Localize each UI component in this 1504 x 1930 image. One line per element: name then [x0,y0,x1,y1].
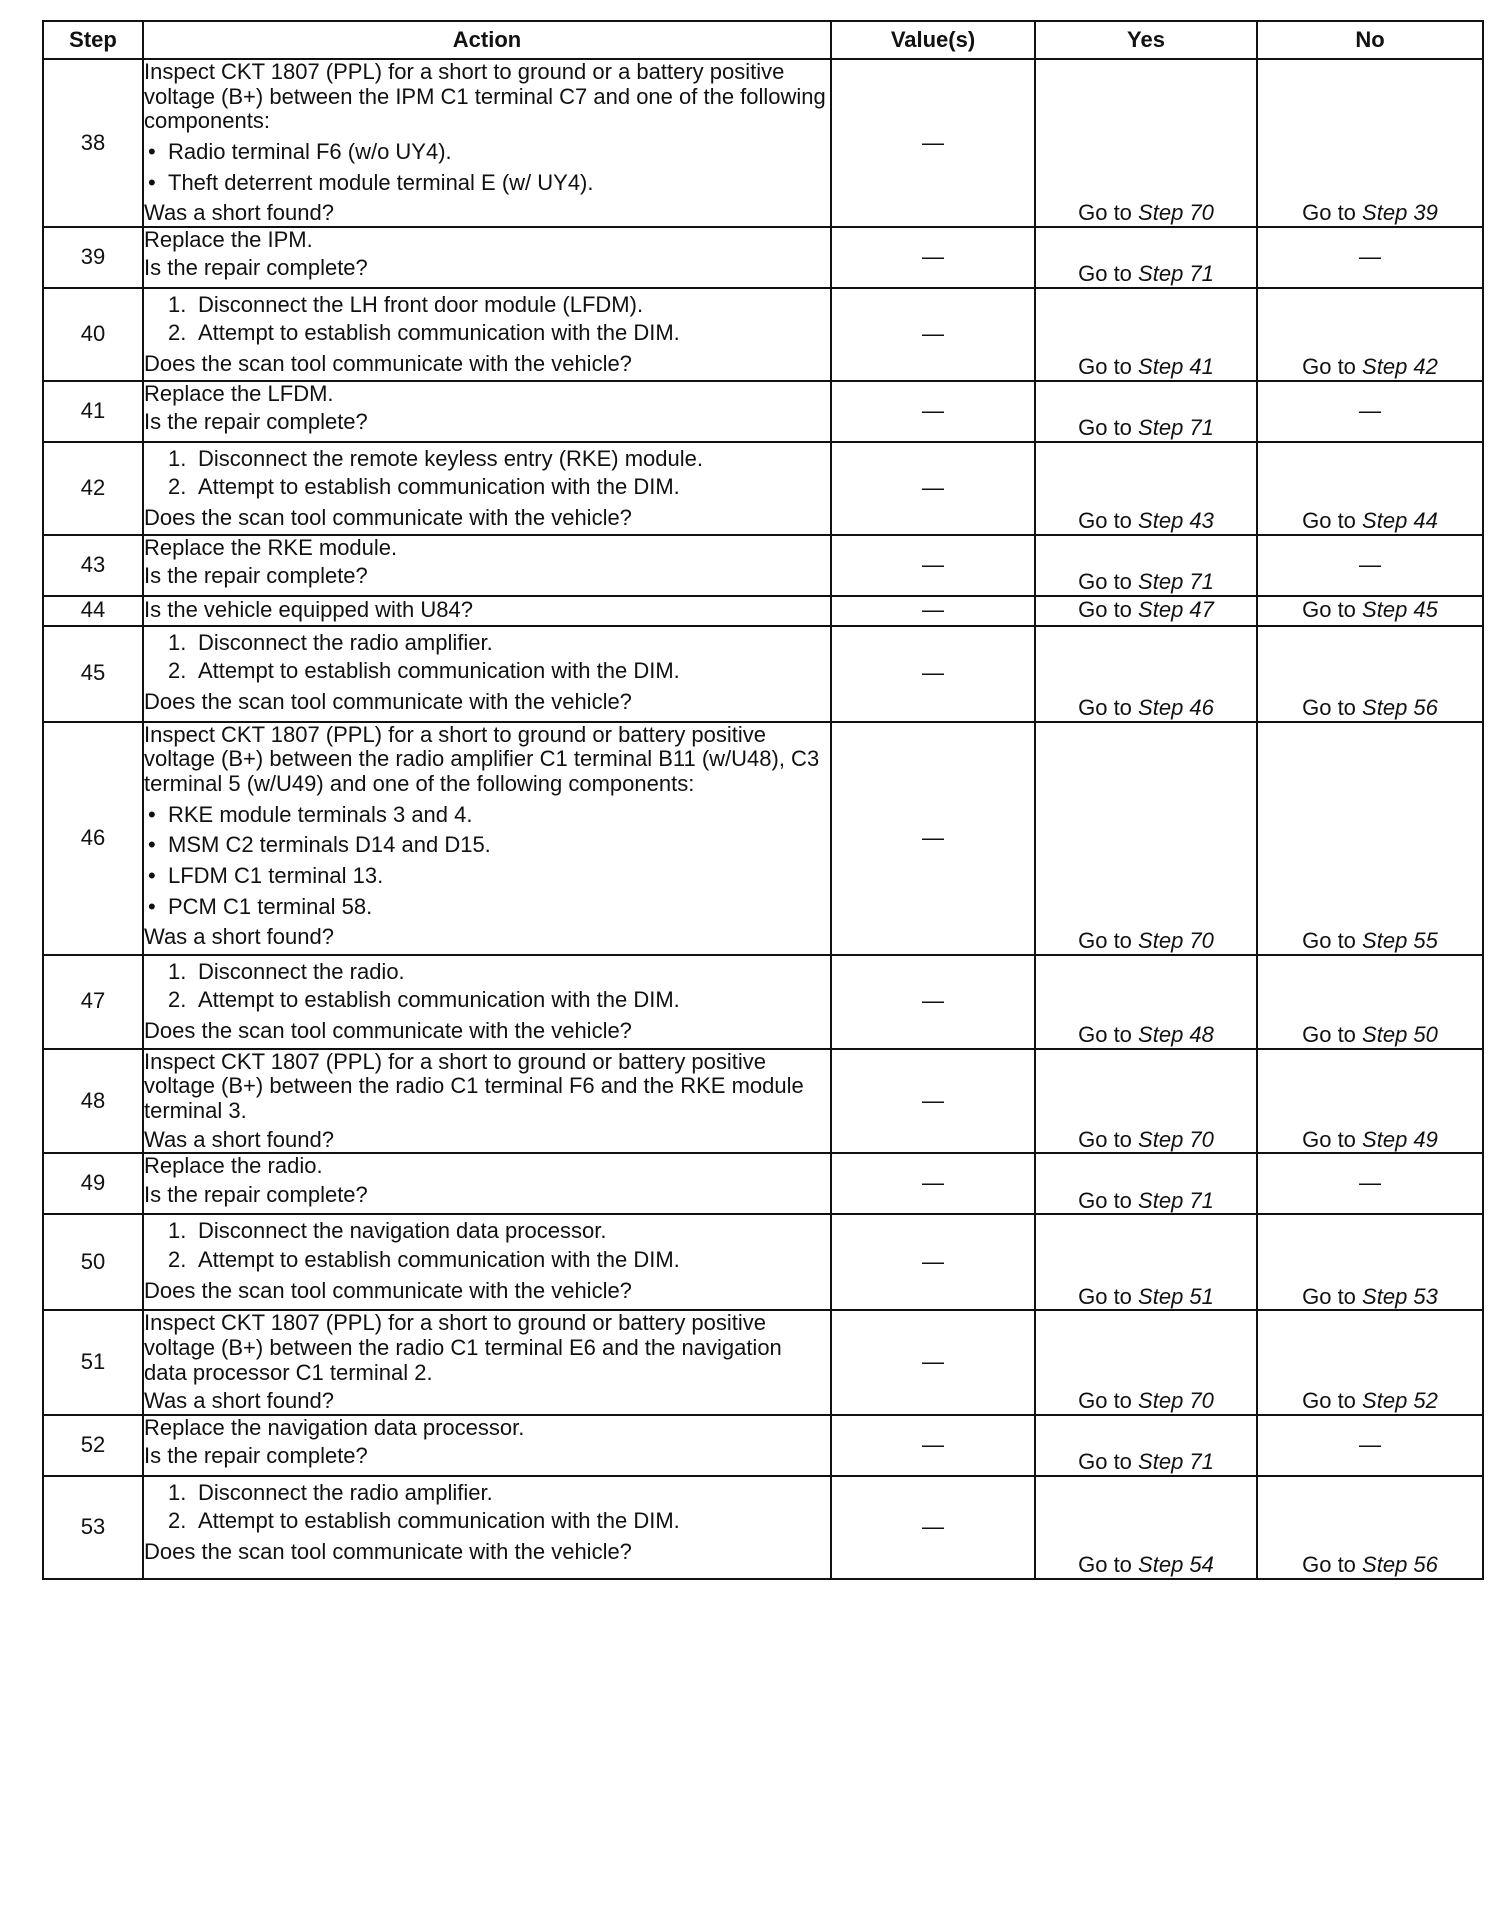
table-row [43,1476,1483,1579]
goto-link [1078,1188,1214,1213]
goto-link [1078,508,1214,533]
value-cell: — [831,1310,1035,1415]
yes-cell [1035,1214,1257,1310]
step-number: 44 [43,596,143,626]
goto-target: Step 45 [1362,597,1438,623]
step-index: 1. [168,291,187,317]
table-row [43,535,1483,596]
goto-target: Step 56 [1362,1552,1438,1578]
step-index: 2. [168,474,187,500]
goto-target: Step 70 [1138,1388,1214,1414]
action-cell [143,1310,831,1415]
action-question: Was a short found? [144,1388,334,1414]
action-question: Does the scan tool communicate with the vehicle? [144,1277,632,1303]
yes-cell [1035,626,1257,722]
no-cell-empty [1257,1153,1483,1214]
goto-target: Step 71 [1138,1449,1214,1475]
table-row [43,1415,1483,1476]
no-cell-empty [1257,1415,1483,1476]
goto-target: Step 70 [1138,200,1214,226]
numbered-step-text: Disconnect the LH front door module (LFDM). [198,291,644,317]
yes-cell [1035,227,1257,288]
action-paragraph: Replace the IPM. [144,226,313,252]
no-cell [1257,59,1483,227]
numbered-step [144,1248,830,1273]
action-cell [143,442,831,535]
step-index: 2. [168,1246,187,1272]
action-question: Does the scan tool communicate with the vehicle? [144,689,632,714]
step-number: 42 [43,442,143,535]
table-header-row [43,21,1483,59]
table-row [43,626,1483,722]
bullet-item: • RKE module terminals 3 and 4. [144,803,830,828]
bullet-item: • MSM C2 terminals D14 and D15. [144,833,830,858]
yes-cell [1035,1310,1257,1415]
table-row [43,1153,1483,1214]
action-cell [143,596,831,626]
goto-target: Step 43 [1138,508,1214,534]
value-cell: — [831,1153,1035,1214]
yes-cell [1035,59,1257,227]
no-cell [1257,442,1483,535]
no-cell [1257,288,1483,381]
goto-prefix: Go to [1078,1283,1132,1309]
no-cell [1257,626,1483,722]
goto-link [1078,695,1214,720]
step-number: 41 [43,381,143,442]
goto-prefix: Go to [1302,354,1356,380]
step-number: 45 [43,626,143,722]
goto-link [1302,354,1438,379]
goto-target: Step 71 [1138,1187,1214,1213]
value-cell: — [831,381,1035,442]
goto-link [1078,1022,1214,1047]
goto-prefix: Go to [1302,1022,1356,1048]
action-paragraph: Replace the navigation data processor. [144,1414,525,1440]
step-number: 39 [43,227,143,288]
value-cell: — [831,1049,1035,1154]
table-row [43,1214,1483,1310]
action-question: Is the repair complete? [144,1181,368,1207]
goto-link [1078,569,1214,594]
goto-target: Step 46 [1138,695,1214,721]
action-cell [143,288,831,381]
action-question: Was a short found? [144,200,334,226]
goto-target: Step 53 [1362,1283,1438,1309]
step-number: 53 [43,1476,143,1579]
numbered-step [144,321,830,346]
goto-link [1078,415,1214,440]
value-cell: — [831,1214,1035,1310]
numbered-step [144,1509,830,1534]
goto-link [1078,200,1214,225]
yes-cell [1035,1049,1257,1154]
no-cell-empty [1257,535,1483,596]
value-cell: — [831,59,1035,227]
goto-prefix: Go to [1078,1449,1132,1475]
goto-link [1078,1284,1214,1309]
step-number: 47 [43,955,143,1049]
dash-value: — [1359,1170,1381,1196]
action-question: Is the repair complete? [144,563,368,589]
table-row [43,442,1483,535]
goto-link [1078,1449,1214,1474]
no-cell [1257,596,1483,626]
numbered-step-text: Attempt to establish communication with the DIM. [198,987,680,1013]
goto-prefix: Go to [1078,1552,1132,1578]
goto-target: Step 51 [1138,1283,1214,1309]
goto-prefix: Go to [1078,1022,1132,1048]
goto-prefix: Go to [1078,1187,1132,1213]
action-paragraph: Replace the radio. [144,1153,323,1179]
numbered-step-text: Attempt to establish communication with the DIM. [198,320,680,346]
goto-link [1078,928,1214,953]
header-action: Action [143,21,831,59]
step-index: 1. [168,445,187,471]
goto-prefix: Go to [1302,928,1356,954]
yes-cell [1035,1476,1257,1579]
action-cell [143,227,831,288]
dash-value: — [1359,551,1381,577]
numbered-step [144,1219,830,1244]
goto-prefix: Go to [1078,354,1132,380]
yes-cell [1035,381,1257,442]
step-index: 2. [168,320,187,346]
header-values: Value(s) [831,21,1035,59]
goto-target: Step 52 [1362,1388,1438,1414]
goto-target: Step 47 [1138,597,1214,623]
action-cell [143,1214,831,1310]
step-number: 43 [43,535,143,596]
numbered-step-text: Disconnect the radio. [198,958,405,984]
numbered-step-text: Attempt to establish communication with the DIM. [198,1246,680,1272]
goto-link [1078,261,1214,286]
goto-target: Step 42 [1362,354,1438,380]
yes-cell [1035,955,1257,1049]
yes-cell [1035,288,1257,381]
value-cell: — [831,626,1035,722]
goto-target: Step 41 [1138,354,1214,380]
step-index: 1. [168,1479,187,1505]
goto-target: Step 70 [1138,1126,1214,1152]
goto-target: Step 48 [1138,1022,1214,1048]
action-question: Was a short found? [144,1126,334,1152]
goto-prefix: Go to [1078,1126,1132,1152]
numbered-step [144,293,830,318]
bullet-item: • LFDM C1 terminal 13. [144,864,830,889]
header-no: No [1257,21,1483,59]
value-cell: — [831,442,1035,535]
bullet-item: • Theft deterrent module terminal E (w/ UY4). [144,171,830,196]
dash-value: — [1359,397,1381,423]
step-number: 50 [43,1214,143,1310]
action-question: Was a short found? [144,924,334,950]
step-index: 2. [168,1508,187,1534]
table-row [43,59,1483,227]
step-index: 1. [168,629,187,655]
goto-prefix: Go to [1078,508,1132,534]
table-row [43,381,1483,442]
action-question: Does the scan tool communicate with the vehicle? [144,505,632,530]
numbered-step [144,631,830,656]
yes-cell [1035,1415,1257,1476]
bullet-item: • Radio terminal F6 (w/o UY4). [144,140,830,165]
no-cell [1257,722,1483,955]
action-question: Is the repair complete? [144,255,368,281]
goto-target: Step 70 [1138,928,1214,954]
action-cell [143,722,831,955]
no-cell [1257,1049,1483,1154]
table-row [43,722,1483,955]
step-index: 1. [168,958,187,984]
goto-prefix: Go to [1078,1388,1132,1414]
numbered-step-text: Disconnect the radio amplifier. [198,629,493,655]
goto-prefix: Go to [1302,695,1356,721]
step-number: 52 [43,1415,143,1476]
value-cell: — [831,955,1035,1049]
goto-link [1302,928,1438,953]
table-row [43,227,1483,288]
step-number: 48 [43,1049,143,1154]
numbered-step-text: Disconnect the navigation data processor. [198,1218,607,1244]
action-paragraph: Replace the RKE module. [144,534,398,560]
goto-prefix: Go to [1078,928,1132,954]
step-index: 1. [168,1218,187,1244]
numbered-step [144,960,830,985]
step-index: 2. [168,987,187,1013]
goto-prefix: Go to [1302,1388,1356,1414]
no-cell [1257,1310,1483,1415]
action-paragraph: Inspect CKT 1807 (PPL) for a short to ground or a battery positive voltage (B+) between the IPM C1 terminal C7 and one of the following components: [144,59,826,134]
action-cell [143,1476,831,1579]
step-number: 38 [43,59,143,227]
value-cell: — [831,227,1035,288]
yes-cell [1035,442,1257,535]
goto-link [1078,354,1214,379]
goto-target: Step 39 [1362,200,1438,226]
numbered-step-text: Attempt to establish communication with the DIM. [198,474,680,500]
no-cell [1257,1476,1483,1579]
value-cell: — [831,288,1035,381]
action-paragraph: Inspect CKT 1807 (PPL) for a short to ground or battery positive voltage (B+) between the radio C1 terminal F6 and the RKE module terminal 3. [144,1048,804,1123]
action-paragraph: Inspect CKT 1807 (PPL) for a short to ground or battery positive voltage (B+) between the radio C1 terminal E6 and the navigation data processor C1 terminal 2. [144,1310,782,1385]
goto-target: Step 50 [1362,1022,1438,1048]
action-text: Is the vehicle equipped with U84? [144,597,473,623]
goto-link [1078,1552,1214,1577]
table-row [43,596,1483,626]
goto-link [1302,695,1438,720]
numbered-step-text: Disconnect the radio amplifier. [198,1479,493,1505]
numbered-step [144,447,830,472]
numbered-step-text: Attempt to establish communication with the DIM. [198,1508,680,1534]
action-paragraph: Inspect CKT 1807 (PPL) for a short to ground or battery positive voltage (B+) between the radio amplifier C1 terminal B11 (w/U48), C3 terminal 5 (w/U49) and one of the following components: [144,721,820,796]
action-cell [143,626,831,722]
goto-prefix: Go to [1302,1126,1356,1152]
numbered-step-text: Disconnect the remote keyless entry (RKE) module. [198,445,703,471]
value-cell: — [831,596,1035,626]
bullet-item: • PCM C1 terminal 58. [144,895,830,920]
goto-link [1302,1552,1438,1577]
goto-prefix: Go to [1078,695,1132,721]
action-cell [143,59,831,227]
goto-link [1078,1127,1214,1152]
action-question: Is the repair complete? [144,409,368,435]
goto-prefix: Go to [1302,1552,1356,1578]
dash-value: — [1359,1431,1381,1457]
header-step: Step [43,21,143,59]
goto-link [1302,200,1438,225]
goto-target: Step 54 [1138,1552,1214,1578]
diagnostic-table [42,20,1484,1580]
step-number: 49 [43,1153,143,1214]
action-cell [143,535,831,596]
goto-link [1302,508,1438,533]
goto-prefix: Go to [1302,508,1356,534]
yes-cell [1035,1153,1257,1214]
value-cell: — [831,535,1035,596]
action-question: Is the repair complete? [144,1443,368,1469]
goto-prefix: Go to [1078,261,1132,287]
action-question: Does the scan tool communicate with the vehicle? [144,351,632,376]
goto-link [1078,597,1214,622]
goto-link [1078,1388,1214,1413]
goto-link [1302,1127,1438,1152]
no-cell-empty [1257,227,1483,288]
goto-link [1302,1388,1438,1413]
goto-link [1302,1022,1438,1047]
value-cell: — [831,722,1035,955]
numbered-step [144,988,830,1013]
goto-link [1302,597,1438,622]
goto-prefix: Go to [1078,200,1132,226]
goto-target: Step 49 [1362,1126,1438,1152]
action-question: Does the scan tool communicate with the vehicle? [144,1018,632,1043]
action-question: Does the scan tool communicate with the vehicle? [144,1539,632,1564]
action-paragraph: Replace the LFDM. [144,380,334,406]
yes-cell [1035,722,1257,955]
goto-prefix: Go to [1302,597,1356,623]
goto-prefix: Go to [1078,597,1132,623]
value-cell: — [831,1415,1035,1476]
step-number: 51 [43,1310,143,1415]
no-cell-empty [1257,381,1483,442]
table-row [43,1049,1483,1154]
dash-value: — [1359,243,1381,269]
no-cell [1257,1214,1483,1310]
goto-prefix: Go to [1302,200,1356,226]
action-cell [143,381,831,442]
action-cell [143,1415,831,1476]
value-cell: — [831,1476,1035,1579]
yes-cell [1035,596,1257,626]
step-index: 2. [168,658,187,684]
action-cell [143,1049,831,1154]
step-number: 46 [43,722,143,955]
action-cell [143,1153,831,1214]
goto-link [1302,1284,1438,1309]
table-row [43,288,1483,381]
numbered-step [144,659,830,684]
step-number: 40 [43,288,143,381]
goto-target: Step 44 [1362,508,1438,534]
numbered-step [144,1481,830,1506]
goto-target: Step 56 [1362,695,1438,721]
header-yes: Yes [1035,21,1257,59]
yes-cell [1035,535,1257,596]
numbered-step [144,475,830,500]
table-row [43,955,1483,1049]
goto-prefix: Go to [1078,415,1132,441]
numbered-step-text: Attempt to establish communication with the DIM. [198,658,680,684]
goto-target: Step 71 [1138,261,1214,287]
table-row [43,1310,1483,1415]
no-cell [1257,955,1483,1049]
goto-prefix: Go to [1302,1283,1356,1309]
goto-target: Step 55 [1362,928,1438,954]
goto-target: Step 71 [1138,415,1214,441]
goto-prefix: Go to [1078,569,1132,595]
goto-target: Step 71 [1138,569,1214,595]
action-cell [143,955,831,1049]
